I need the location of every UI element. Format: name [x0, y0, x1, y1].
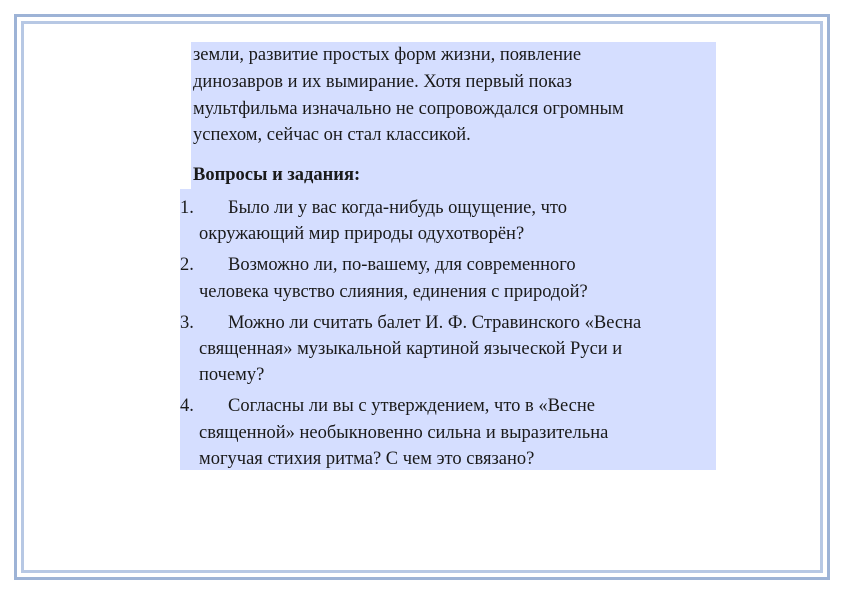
question-line: Согласны ли вы с утверждением, что в «Весне: [228, 396, 595, 416]
question-line: человека чувство слияния, единения с природой?: [199, 282, 588, 302]
question-line: священной» необыкновенно сильна и выразительна: [199, 423, 609, 443]
question-line: Было ли у вас когда-нибудь ощущение, что: [228, 198, 568, 218]
question-line: почему?: [199, 365, 265, 385]
question-line: Можно ли считать балет И. Ф. Стравинского «Весна: [228, 313, 642, 333]
question-number: 1.: [180, 198, 194, 218]
question-number: 4.: [180, 396, 194, 416]
question-line: Возможно ли, по-вашему, для современного: [228, 255, 576, 275]
paragraph-line: успехом, сейчас он стал классикой.: [193, 125, 471, 145]
question-line: окружающий мир природы одухотворён?: [199, 224, 525, 244]
question-line: могучая стихия ритма? С чем это связано?: [199, 449, 535, 469]
section-heading: Вопросы и задания:: [193, 165, 361, 185]
paragraph-line: динозавров и их вымирание. Хотя первый показ: [193, 72, 572, 92]
question-number: 2.: [180, 255, 194, 275]
paragraph-line: земли, развитие простых форм жизни, появление: [193, 45, 582, 65]
question-number: 3.: [180, 313, 194, 333]
paragraph-line: мультфильма изначально не сопровождался огромным: [193, 99, 624, 119]
question-line: священная» музыкальной картиной языческой Руси и: [199, 339, 623, 359]
